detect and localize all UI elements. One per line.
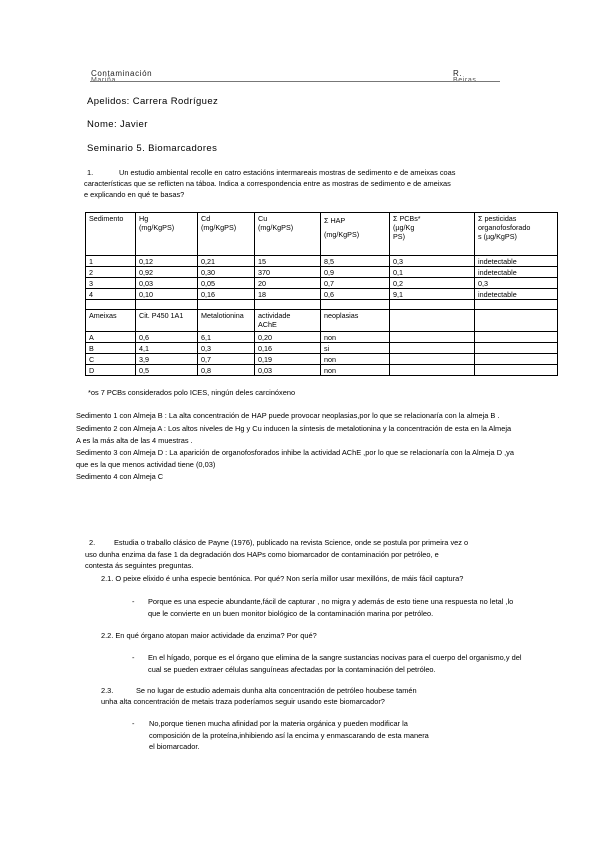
table-cell: 18 xyxy=(255,289,321,300)
bullet: - xyxy=(132,597,135,606)
table-cell xyxy=(390,354,475,365)
seminar-title: Seminario 5. Biomarcadores xyxy=(87,143,218,154)
table-row xyxy=(86,332,558,343)
table-cell: 0,16 xyxy=(198,289,255,300)
table-row xyxy=(86,354,558,365)
q2-line1: Estudia o traballo clásico de Payne (1976), publicado na revista Science, onde se postula por primeira vez o xyxy=(114,538,469,547)
table-cell xyxy=(475,365,558,376)
table-footnote: *os 7 PCBs considerados polo ICES, ningún deles carcinóxeno xyxy=(88,388,296,397)
q2-3-line1: Se no lugar de estudio ademais dunha alta concentración de petróleo houbese tamén xyxy=(136,686,417,695)
author-name: Beiras xyxy=(453,77,477,84)
course-title: Contaminación xyxy=(91,69,153,78)
table-cell: 0,05 xyxy=(198,278,255,289)
table-cell: 0,10 xyxy=(136,289,198,300)
sediment-header-cell: Cu (mg/KgPS) xyxy=(255,213,321,256)
table-cell xyxy=(390,343,475,354)
q2-3-number: 2.3. xyxy=(101,686,114,695)
q2-number: 2. xyxy=(89,538,96,547)
table-cell: 0,5 xyxy=(136,365,198,376)
answer1-line3: A es la más alta de las 4 muestras . xyxy=(76,436,193,445)
table-cell: indetectable xyxy=(475,289,558,300)
sediment-header-cell: Hg (mg/KgPS) xyxy=(136,213,198,256)
table-cell: non xyxy=(321,354,390,365)
a2-2-line2: cual se pueden extraer células sanguíneas afectadas por la contaminación del petróleo. xyxy=(148,665,436,674)
clam-header-cell: Ameixas xyxy=(86,310,136,332)
answer1-line1: Sedimento 1 con Almeja B : La alta concentración de HAP puede provocar neoplasias,por lo que se relacionaría con la almeja B . xyxy=(76,411,500,420)
table-cell: non xyxy=(321,332,390,343)
table-cell: 9,1 xyxy=(390,289,475,300)
table-cell: 8,5 xyxy=(321,256,390,267)
a2-3-line3: el biomarcador. xyxy=(149,742,200,751)
table-cell: 0,21 xyxy=(198,256,255,267)
table-cell: 1 xyxy=(86,256,136,267)
clam-header-cell: neoplasias xyxy=(321,310,390,332)
table-cell: D xyxy=(86,365,136,376)
table-spacer-row xyxy=(86,300,558,310)
table-cell: 6,1 xyxy=(198,332,255,343)
table-cell: 0,92 xyxy=(136,267,198,278)
table-cell: 0,3 xyxy=(198,343,255,354)
table-cell xyxy=(390,365,475,376)
table-cell: 0,7 xyxy=(321,278,390,289)
q1-line2: características que se reflicten na táboa. Indica a correspondencia entre as mostras de sedimento e de ameixas xyxy=(84,179,451,188)
table-cell: 0,03 xyxy=(136,278,198,289)
table-cell: 0,20 xyxy=(255,332,321,343)
table-cell: 0,3 xyxy=(475,278,558,289)
header-rule xyxy=(90,81,500,82)
q1-line3: e explicando en qué te basas? xyxy=(84,190,185,199)
table-cell: 15 xyxy=(255,256,321,267)
table-cell: 3,9 xyxy=(136,354,198,365)
q2-line3: contesta ás seguintes preguntas. xyxy=(85,561,194,570)
sediment-header-cell: Σ pesticidas organofosforado s (µg/KgPS) xyxy=(475,213,558,256)
table-cell: 0,8 xyxy=(198,365,255,376)
table-cell: C xyxy=(86,354,136,365)
a2-2-line1: En el hígado, porque es el órgano que elimina de la sangre sustancias nocivas para el cuerpo del organismo,y del xyxy=(148,653,522,662)
q2-1-question: 2.1. O peixe elixido é unha especie bentónica. Por qué? Non sería millor usar mexillóns, de máis fácil captura? xyxy=(101,574,464,583)
table-cell: 2 xyxy=(86,267,136,278)
table-cell: 0,19 xyxy=(255,354,321,365)
q2-line2: uso dunha enzima da fase 1 da degradación dos HAPs como biomarcador de contaminación por petróleo, e xyxy=(85,550,439,559)
table-cell: 370 xyxy=(255,267,321,278)
sediment-header-cell: Σ PCBs* (µg/Kg PS) xyxy=(390,213,475,256)
answer1-line6: Sedimento 4 con Almeja C xyxy=(76,472,164,481)
table-row xyxy=(86,267,558,278)
table-cell: 0,30 xyxy=(198,267,255,278)
table-cell: 3 xyxy=(86,278,136,289)
table-cell xyxy=(390,332,475,343)
table-cell xyxy=(475,354,558,365)
q1-number: 1. xyxy=(87,168,94,177)
a2-1-line1: Porque es una especie abundante,fácil de capturar , no migra y además de esto tiene una respuesta no letal ,lo xyxy=(148,597,514,606)
student-name: Nome: Javier xyxy=(87,119,148,130)
q2-3-line2: unha alta concentración de metais traza poderíamos seguir usando este biomarcador? xyxy=(101,697,385,706)
table-cell: 0,12 xyxy=(136,256,198,267)
table-cell xyxy=(475,332,558,343)
table-cell: non xyxy=(321,365,390,376)
clam-header-cell: actividade AChE xyxy=(255,310,321,332)
table-row xyxy=(86,343,558,354)
q1-line1: Un estudio ambiental recolle en catro estacións intermareais mostras de sedimento e de ameixas coas xyxy=(119,168,456,177)
a2-1-line2: que le convierte en un buen monitor biológico de la contaminación marina por petróleo. xyxy=(148,609,434,618)
table-cell: 0,03 xyxy=(255,365,321,376)
table-cell: 0,9 xyxy=(321,267,390,278)
table-row xyxy=(86,256,558,267)
a2-3-line2: composición de la proteína,inhibiendo así la encima y enmascarando de esta manera xyxy=(149,731,429,740)
table-cell: 4 xyxy=(86,289,136,300)
clam-header-cell: Cit. P450 1A1 xyxy=(136,310,198,332)
sediment-header-cell: Sedimento xyxy=(86,213,136,256)
table-cell: 0,7 xyxy=(198,354,255,365)
table-cell: 0,6 xyxy=(321,289,390,300)
clam-header-row xyxy=(86,310,558,332)
table-row xyxy=(86,289,558,300)
sediment-header-cell: Cd (mg/KgPS) xyxy=(198,213,255,256)
sediment-header-row xyxy=(86,213,558,256)
clam-header-cell: Metalotionina xyxy=(198,310,255,332)
table-cell: B xyxy=(86,343,136,354)
table-row xyxy=(86,278,558,289)
biomarker-table xyxy=(85,212,558,376)
answer1-line4: Sedimento 3 con Almeja D : La aparición de organofosforados inhibe la actividad AChE ,por lo que se relacionaría con la Almeja D ,ya xyxy=(76,448,514,457)
table-row xyxy=(86,365,558,376)
a2-3-line1: No,porque tienen mucha afinidad por la materia orgánica y pueden modificar la xyxy=(149,719,408,728)
table-cell: 0,1 xyxy=(390,267,475,278)
table-cell: si xyxy=(321,343,390,354)
q2-2-question: 2.2. En qué órgano atopan maior actividade da enzima? Por qué? xyxy=(101,631,317,640)
bullet: - xyxy=(132,653,135,662)
author-initial: R. xyxy=(453,69,463,78)
table-cell: 20 xyxy=(255,278,321,289)
table-cell xyxy=(475,343,558,354)
table-cell: 0,16 xyxy=(255,343,321,354)
table-cell: 0,2 xyxy=(390,278,475,289)
table-cell: 0,3 xyxy=(390,256,475,267)
answer1-line2: Sedimento 2 con Almeja A : Los altos niveles de Hg y Cu inducen la síntesis de metalotionina y la concentración de esta en la Almeja xyxy=(76,424,512,433)
answer1-line5: que es la que menos actividad tiene (0,03) xyxy=(76,460,216,469)
clam-header-cell xyxy=(390,310,475,332)
table-cell: 4,1 xyxy=(136,343,198,354)
student-surname: Apelidos: Carrera Rodríguez xyxy=(87,96,219,107)
bullet: - xyxy=(132,719,135,728)
table-cell: 0,6 xyxy=(136,332,198,343)
table-cell: indetectable xyxy=(475,267,558,278)
table-cell: indetectable xyxy=(475,256,558,267)
table-cell: A xyxy=(86,332,136,343)
clam-header-cell xyxy=(475,310,558,332)
sediment-header-cell: Σ HAP (mg/KgPS) xyxy=(321,213,390,256)
course-subtitle: Mariña xyxy=(91,77,116,84)
